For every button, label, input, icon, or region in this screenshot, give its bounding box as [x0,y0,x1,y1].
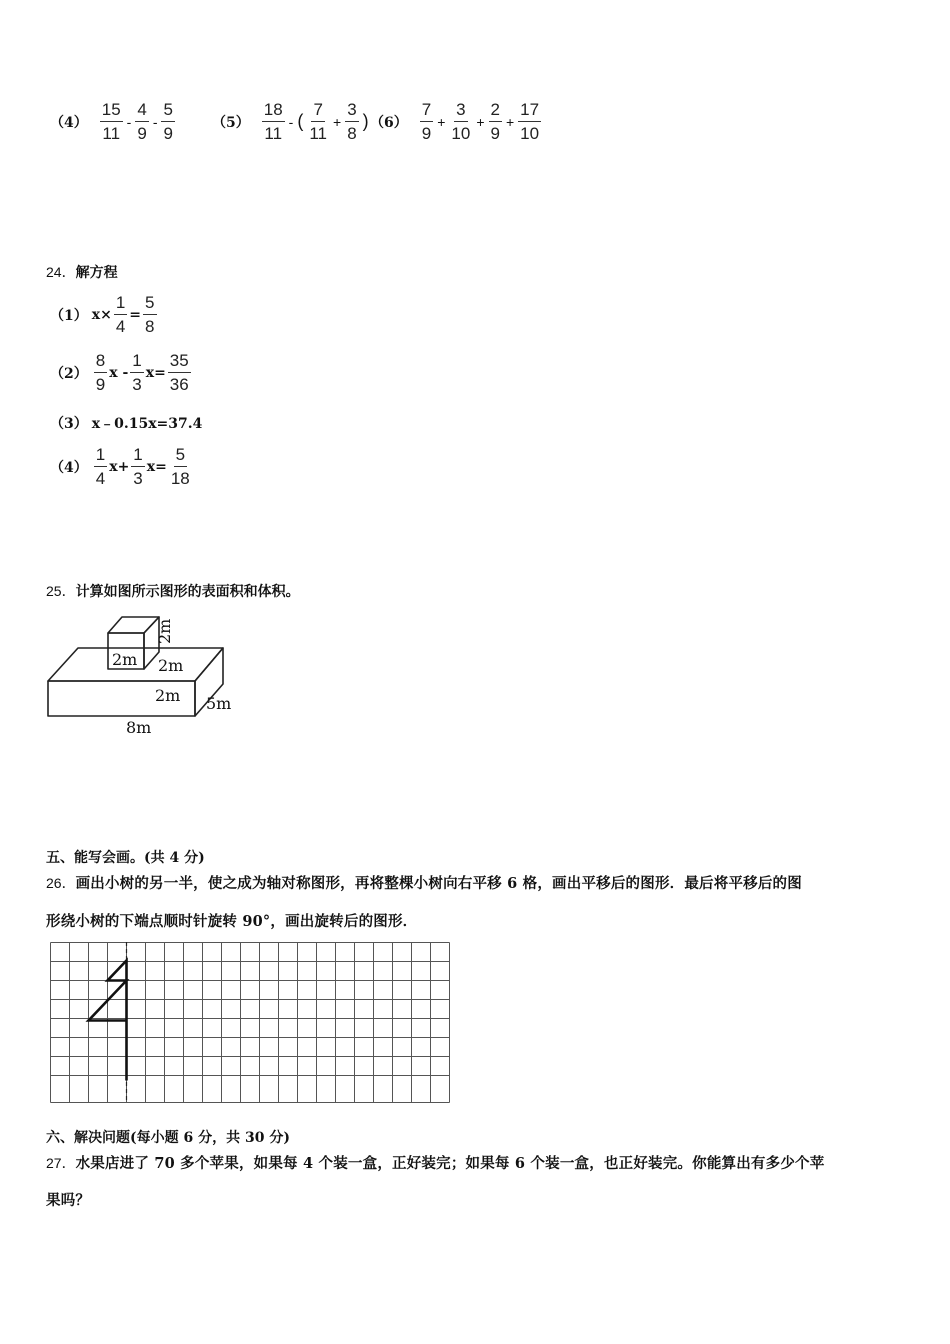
question-number: 24． [46,264,76,280]
operator: + [476,113,485,130]
operator: - [288,113,294,130]
equation-3 [50,413,202,433]
paren: ( [297,111,304,131]
equation-text: x= [146,458,167,475]
label-small-front: 2m [112,650,138,669]
equation-label: （1） [50,307,88,324]
tree-grid [46,940,454,1104]
label-big-height: 2m [155,686,181,705]
label-big-length: 8m [126,718,152,737]
question-number: 25． [46,583,76,599]
fraction: $\frac{17}{10}$ [520,100,540,143]
question-number: 26． [46,875,76,891]
question-text: 形绕小树的下端点顺时针旋转 90°，画出旋转后的图形． [46,913,418,930]
q26-line-2 [46,910,916,931]
question-text: 画出小树的另一半，使之成为轴对称图形，再将整棵小树向右平移 6 格，画出平移后的图形．最后将平移后的图 [75,875,802,892]
label-big-depth: 5m [206,694,232,713]
fraction: $\frac{1}{4}$ [115,293,126,336]
fraction: $\frac{5}{18}$ [170,445,190,488]
equation-text: x - [109,364,129,381]
q27-line-1 [46,1152,916,1173]
question-number: 27． [46,1155,76,1171]
operator: + [505,113,515,130]
equation-text: x+ [109,458,130,475]
equation-text: x﹣0.15x=37.4 [91,416,203,432]
label-small-depth: 2m [158,656,184,675]
section-5-heading: 五、能写会画。(共 4 分) [46,850,205,866]
section-6-heading: 六、解决问题(每小题 6 分，共 30 分) [46,1130,290,1146]
equation-text: x× [91,306,112,323]
operator: + [437,113,446,130]
operator: - [126,113,132,130]
question-title: 解方程 [75,265,118,281]
solid-figure [40,608,250,740]
q26-line-1 [46,872,916,893]
question-text: 计算如图所示图形的表面积和体积。 [75,584,300,600]
q24-heading [46,262,118,282]
equation-4 [50,446,194,487]
equation-label: （4） [50,459,88,476]
expression-5 [212,101,371,142]
fraction: $\frac{7}{9}$ [421,100,432,143]
question-text: 水果店进了 70 多个苹果，如果每 4 个装一盒，正好装完；如果每 6 个装一盒，也正好装完。你能算出有多少个苹 [75,1155,825,1172]
expression-label: （4） [50,114,88,131]
equation-label: （3） [50,416,88,432]
q25-heading [46,581,300,601]
label-small-height: 2m [155,618,174,644]
fraction: $\frac{1}{3}$ [133,445,143,488]
operator: - [152,113,158,130]
fraction: $\frac{1}{4}$ [95,445,106,488]
fraction: $\frac{15}{11}$ [101,100,121,143]
fraction: $\frac{5}{8}$ [145,293,155,336]
fraction: $\frac{3}{10}$ [451,100,471,143]
fraction: $\frac{7}{11}$ [309,100,327,143]
q27-line-2 [46,1189,916,1210]
fraction: $\frac{35}{36}$ [169,351,189,394]
fraction: $\frac{2}{9}$ [490,100,500,143]
fraction: $\frac{4}{9}$ [137,100,147,143]
fraction: $\frac{3}{8}$ [347,100,357,143]
expression-4 [50,101,177,142]
expression-label: （6） [370,114,408,131]
equation-text: = [129,306,142,323]
equation-text: x= [145,364,166,381]
equation-1 [50,294,159,335]
question-text: 果吗？ [46,1192,91,1209]
expression-label: （5） [212,114,250,131]
paren: ) [362,111,369,131]
operator: + [333,113,342,130]
equation-2 [50,352,193,393]
expression-6 [370,101,543,142]
fraction: $\frac{18}{11}$ [263,100,283,143]
fraction: $\frac{5}{9}$ [163,100,173,143]
fraction: $\frac{8}{9}$ [95,351,106,394]
equation-label: （2） [50,365,88,382]
fraction: $\frac{1}{3}$ [132,351,142,394]
